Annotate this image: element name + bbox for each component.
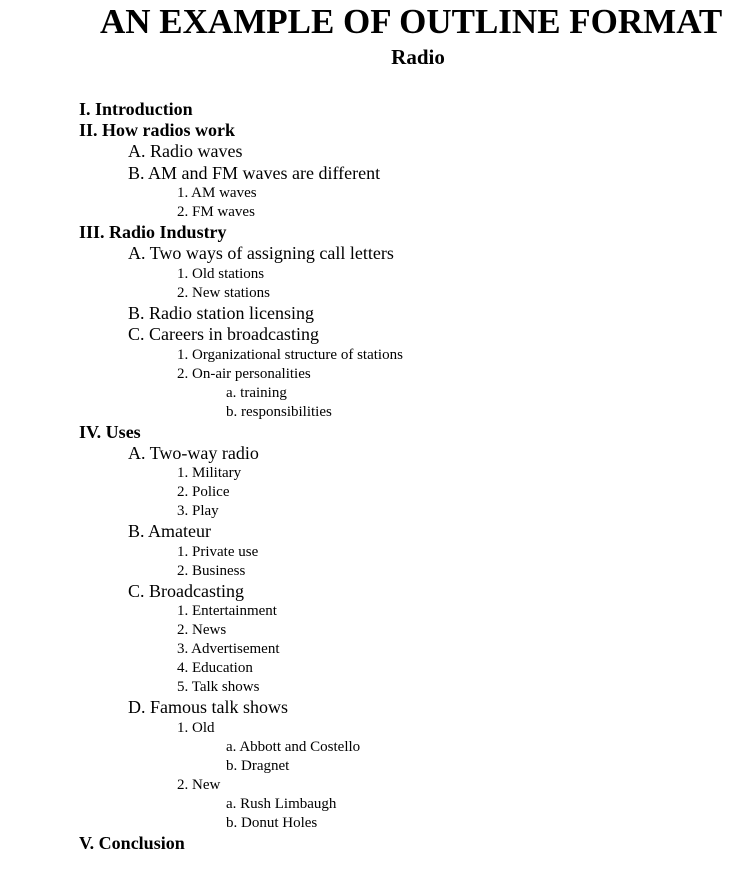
outline-list bbox=[0, 99, 740, 854]
outline-item-level-3: 2. Police bbox=[177, 484, 230, 500]
outline-item-level-2: A. Radio waves bbox=[128, 141, 243, 161]
outline-item-level-3: 1. Military bbox=[177, 465, 242, 481]
outline-item-level-3: 5. Talk shows bbox=[177, 679, 260, 695]
outline-item-level-3: 1. Old stations bbox=[177, 265, 265, 282]
outline-item-level-1: V. Conclusion bbox=[79, 832, 185, 853]
outline-item-level-3: 2. FM waves bbox=[177, 204, 255, 220]
outline-item-level-3: 3. Advertisement bbox=[177, 641, 280, 657]
page-subtitle: Radio bbox=[391, 45, 445, 69]
outline-item-level-2: B. Radio station licensing bbox=[128, 302, 314, 323]
outline-item-level-4: b. Donut Holes bbox=[226, 814, 318, 831]
outline-item-level-3: 1. AM waves bbox=[177, 185, 257, 201]
outline-item-level-3: 4. Education bbox=[177, 660, 253, 676]
outline-item-level-1: II. How radios work bbox=[79, 120, 236, 140]
outline-item-level-2: A. Two ways of assigning call letters bbox=[128, 243, 394, 263]
outline-item-level-2: D. Famous talk shows bbox=[128, 697, 289, 717]
outline-item-level-4: b. Dragnet bbox=[226, 757, 290, 774]
outline-item-level-3: 2. Business bbox=[177, 562, 246, 579]
outline-item-level-3: 1. Entertainment bbox=[177, 603, 277, 619]
outline-item-level-3: 2. New bbox=[177, 776, 221, 793]
outline-item-level-2: A. Two-way radio bbox=[128, 442, 259, 463]
outline-item-level-1: I. Introduction bbox=[79, 99, 193, 119]
outline-item-level-2: B. AM and FM waves are different bbox=[128, 162, 381, 183]
outline-item-level-4: a. training bbox=[226, 384, 287, 401]
outline-item-level-2: B. Amateur bbox=[128, 521, 211, 541]
outline-item-level-2: C. Careers in broadcasting bbox=[128, 324, 319, 344]
outline-item-level-3: 2. New stations bbox=[177, 284, 270, 301]
outline-item-level-3: 2. On-air personalities bbox=[177, 365, 311, 382]
outline-item-level-3: 1. Private use bbox=[177, 543, 259, 560]
outline-item-level-1: IV. Uses bbox=[79, 421, 141, 442]
page-title: AN EXAMPLE OF OUTLINE FORMAT bbox=[100, 2, 723, 41]
outline-item-level-3: 3. Play bbox=[177, 503, 219, 519]
outline-item-level-4: a. Rush Limbaugh bbox=[226, 795, 337, 812]
outline-item-level-3: 1. Old bbox=[177, 719, 215, 736]
outline-item-level-3: 1. Organizational structure of stations bbox=[177, 346, 403, 363]
outline-item-level-2: C. Broadcasting bbox=[128, 580, 244, 601]
outline-item-level-4: a. Abbott and Costello bbox=[226, 738, 361, 755]
outline-item-level-1: III. Radio Industry bbox=[79, 222, 227, 242]
outline-item-level-4: b. responsibilities bbox=[226, 403, 332, 420]
outline-item-level-3: 2. News bbox=[177, 622, 227, 638]
